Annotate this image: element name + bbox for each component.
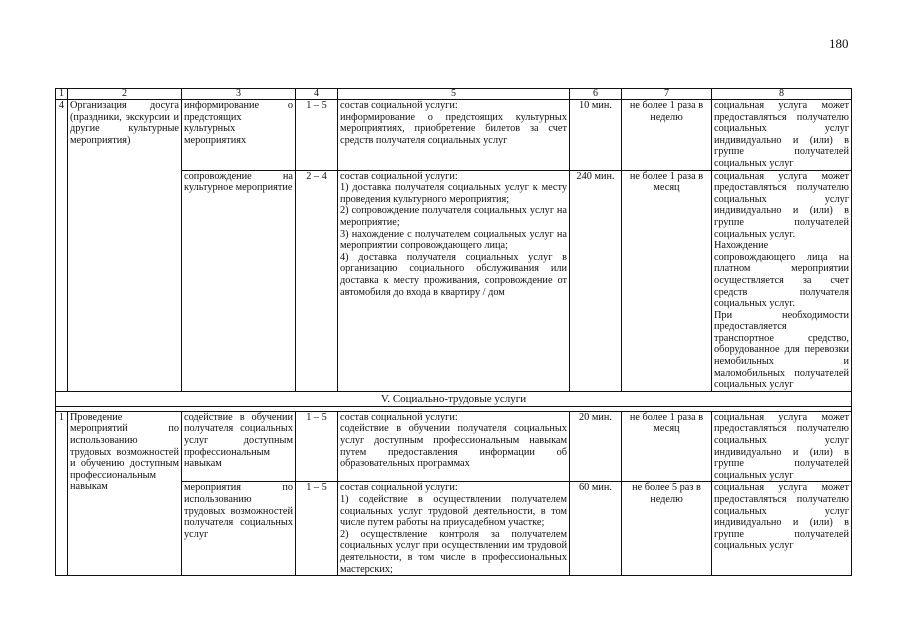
row-number: 1 xyxy=(56,411,68,575)
header-cell: 7 xyxy=(622,89,712,100)
condition-line: социальная услуга может предоставляться получателю социальных услуг индивидуально и (или) в группе получателей социальных услуг xyxy=(714,411,849,481)
header-cell: 4 xyxy=(296,89,338,100)
service-conditions xyxy=(712,170,852,391)
header-row xyxy=(56,89,852,100)
service-time: 20 мин. xyxy=(570,411,622,482)
service-category: Проведение мероприятий по использованию трудовых возможностей и обучению доступным профессиональным навыкам xyxy=(68,411,182,575)
condition-line: социальная услуга может предоставляться получателю социальных услуг индивидуально и (или) в группе получателей социальных услуг xyxy=(714,100,849,169)
service-content xyxy=(338,482,570,576)
header-cell: 6 xyxy=(570,89,622,100)
service-conditions xyxy=(712,411,852,482)
content-line: информирование о предстоящих культурных мероприятиях, приобретение билетов за счет средств получателя социальных услуг xyxy=(340,111,567,146)
service-range: 2 – 4 xyxy=(296,170,338,391)
service-name: содействие в обучении получателя социальных услуг доступным профессиональным навыкам xyxy=(182,411,296,482)
service-category: Организация досуга (праздники, экскурсии и другие культурные мероприятия) xyxy=(68,100,182,392)
header-cell: 1 xyxy=(56,89,68,100)
service-name: сопровождение на культурное мероприятие xyxy=(182,170,296,391)
section-title: V. Социально-трудовые услуги xyxy=(56,391,852,406)
service-time: 60 мин. xyxy=(570,482,622,576)
service-frequency: не более 5 раз в неделю xyxy=(622,482,712,576)
content-line: 3) нахождение с получателем социальных услуг на мероприятии сопровождающего лица; xyxy=(340,228,567,252)
service-content xyxy=(338,411,570,482)
services-table xyxy=(55,88,852,576)
content-line: 2) осуществление контроля за получателем социальных услуг при осуществлении им трудовой деятельности, в том числе в профессиональных мастерских; xyxy=(340,528,567,575)
table-row xyxy=(56,100,852,171)
row-number: 4 xyxy=(56,100,68,392)
service-time: 240 мин. xyxy=(570,170,622,391)
service-conditions xyxy=(712,482,852,576)
header-cell: 5 xyxy=(338,89,570,100)
content-line: содействие в обучении получателя социальных услуг доступным профессиональным навыкам путем предоставления информации об образовательных программах xyxy=(340,423,567,470)
service-name: информирование о предстоящих культурных мероприятиях xyxy=(182,100,296,171)
content-line: 1) доставка получателя социальных услуг к месту проведения культурного мероприятия; xyxy=(340,182,567,205)
service-frequency: не более 1 раза в неделю xyxy=(622,100,712,171)
content-line: 1) содействие в осуществлении получателем социальных услуг трудовой деятельности, в том числе путем работы на приусадебном участке; xyxy=(340,494,567,529)
service-frequency: не более 1 раза в месяц xyxy=(622,170,712,391)
content-line: состав социальной услуги: xyxy=(340,170,458,182)
service-time: 10 мин. xyxy=(570,100,622,171)
section-row xyxy=(56,391,852,406)
service-content xyxy=(338,170,570,391)
service-conditions xyxy=(712,100,852,171)
content-line: 4) доставка получателя социальных услуг в организацию социального обслуживания или доставка к месту проживания, сопровождение от автомобиля до входа в квартиру / дом xyxy=(340,251,567,298)
service-range: 1 – 5 xyxy=(296,482,338,576)
content-line: состав социальной услуги: xyxy=(340,482,458,494)
condition-line: Нахождение сопровождающего лица на платном мероприятии осуществляется за счет средств получателя социальных услуг. xyxy=(714,240,849,310)
content-line: состав социальной услуги: xyxy=(340,100,458,111)
service-content xyxy=(338,100,570,171)
table-row xyxy=(56,411,852,482)
service-range: 1 – 5 xyxy=(296,411,338,482)
header-cell: 8 xyxy=(712,89,852,100)
content-line: состав социальной услуги: xyxy=(340,411,458,423)
service-range: 1 – 5 xyxy=(296,100,338,171)
content-line: 2) сопровождение получателя социальных услуг на мероприятие; xyxy=(340,205,567,228)
condition-line: При необходимости предоставляется транспортное средство, оборудованное для перевозки немобильных и маломобильных получателей социальных услуг xyxy=(714,309,849,391)
page-number: 180 xyxy=(829,36,849,51)
service-frequency: не более 1 раза в месяц xyxy=(622,411,712,482)
condition-line: социальная услуга может предоставляться получателю социальных услуг индивидуально и (или) в группе получателей социальных услуг xyxy=(714,482,849,552)
condition-line: социальная услуга может предоставляться получателю социальных услуг индивидуально и (или) в группе получателей социальных услуг. xyxy=(714,170,849,240)
header-cell: 2 xyxy=(68,89,182,100)
header-cell: 3 xyxy=(182,89,296,100)
service-name: мероприятия по использованию трудовых возможностей получателя социальных услуг xyxy=(182,482,296,576)
